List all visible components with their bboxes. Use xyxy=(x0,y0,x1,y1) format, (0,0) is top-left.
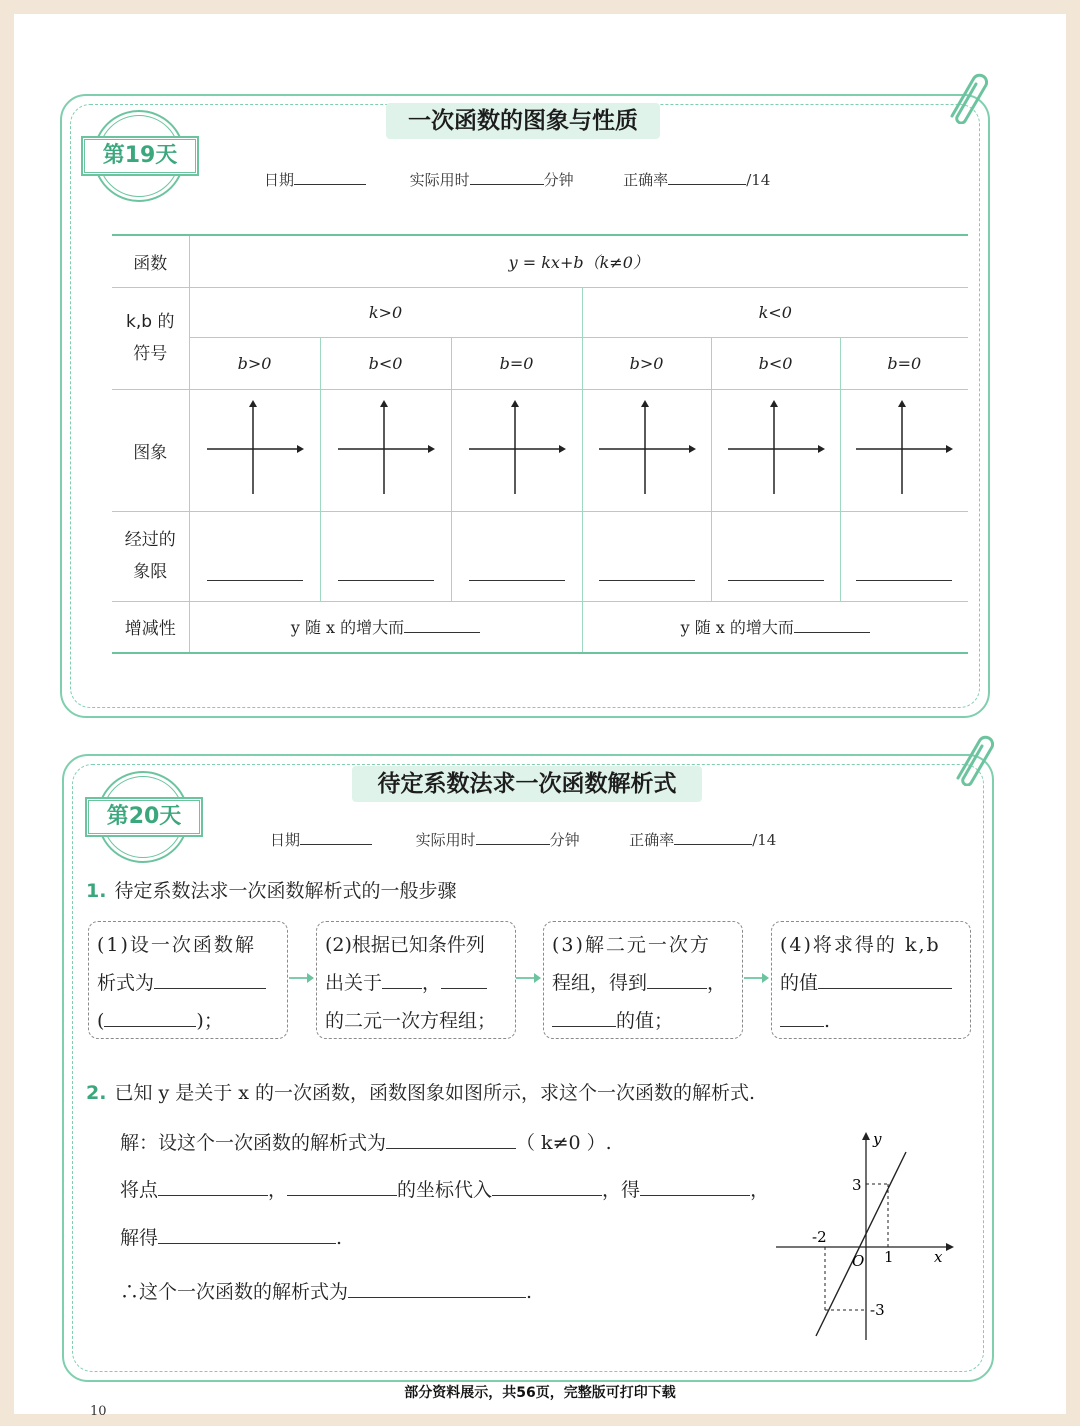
k-positive-header: k>0 xyxy=(189,287,582,337)
quadrant-answer[interactable] xyxy=(582,511,711,601)
b-case: b<0 xyxy=(320,337,451,389)
question-1: 1. 待定系数法求一次函数解析式的一般步骤 xyxy=(86,880,457,902)
row-label-graph: 图象 xyxy=(112,389,189,511)
axes-cell[interactable] xyxy=(189,389,320,511)
day19-meta: 日期 实际用时 分钟 正确率 /14 xyxy=(264,171,771,189)
quadrant-answer[interactable] xyxy=(711,511,840,601)
solution-blank[interactable] xyxy=(158,1243,336,1244)
b-case: b=0 xyxy=(451,337,582,389)
row-label-sign: k,b 的 符号 xyxy=(112,287,189,389)
day20-meta: 日期 实际用时 分钟 正确率 /14 xyxy=(270,831,777,849)
answer-line-3: 解得 . xyxy=(120,1227,343,1249)
axes-cell[interactable] xyxy=(711,389,840,511)
day19-title: 一次函数的图象与性质 xyxy=(386,103,660,139)
footer-note: 部分资料展示，共56页，完整版可打印下载 xyxy=(404,1385,676,1401)
step3-blank-2[interactable] xyxy=(552,1026,616,1027)
tick-neg2: -2 xyxy=(812,1228,827,1246)
arrow-icon xyxy=(516,971,542,985)
page-number: 10 xyxy=(90,1404,107,1419)
step-1-box: (1)设一次函数解 析式为 ( )； xyxy=(88,921,288,1039)
tick-neg3: -3 xyxy=(870,1301,885,1319)
step-4-box: (4)将求得的 k,b 的值 . xyxy=(771,921,971,1039)
tick-3: 3 xyxy=(852,1176,862,1194)
axes-cell[interactable] xyxy=(840,389,968,511)
step1-blank-2[interactable] xyxy=(104,1026,196,1027)
x-axis-label: x xyxy=(934,1248,943,1266)
coordinate-axes-icon xyxy=(467,398,567,498)
b-case: b=0 xyxy=(840,337,968,389)
monotonicity-k-negative[interactable]: y 随 x 的增大而 xyxy=(582,601,968,653)
arrow-icon xyxy=(744,971,770,985)
row-label-monotonicity: 增减性 xyxy=(112,601,189,653)
step4-blank[interactable] xyxy=(818,988,952,989)
paperclip-icon xyxy=(944,728,994,786)
point-blank-1[interactable] xyxy=(158,1195,268,1196)
function-properties-table xyxy=(112,234,968,654)
coordinate-axes-icon xyxy=(205,398,305,498)
b-case: b<0 xyxy=(711,337,840,389)
quadrant-answer[interactable] xyxy=(840,511,968,601)
b-case: b>0 xyxy=(189,337,320,389)
time-field[interactable] xyxy=(470,170,544,185)
answer-line-1: 解：设这个一次函数的解析式为 （ k≠0 ）. xyxy=(120,1132,612,1154)
row-label-function: 函数 xyxy=(112,235,189,287)
origin-label: O xyxy=(852,1252,865,1270)
quadrant-answer[interactable] xyxy=(451,511,582,601)
question-2: 2. 已知 y 是关于 x 的一次函数，函数图象如图所示，求这个一次函数的解析式. xyxy=(86,1082,756,1104)
coordinate-axes-icon xyxy=(854,398,954,498)
date-field[interactable] xyxy=(294,170,366,185)
quadrant-answer[interactable] xyxy=(320,511,451,601)
step1-blank[interactable] xyxy=(154,988,266,989)
step-3-box: (3)解二元一次方 程组，得到 ， 的值； xyxy=(543,921,743,1039)
step-2-box: (2)根据已知条件列 出关于 ， 的二元一次方程组； xyxy=(316,921,516,1039)
y-axis-label: y xyxy=(873,1130,882,1148)
day19-badge: 第19天 xyxy=(81,110,201,206)
linear-function-graph xyxy=(770,1126,960,1342)
k-negative-header: k<0 xyxy=(582,287,968,337)
substitute-blank[interactable] xyxy=(492,1195,602,1196)
equation-blank[interactable] xyxy=(640,1195,750,1196)
function-expression: y = kx+b（k≠0） xyxy=(189,235,968,287)
point-blank-2[interactable] xyxy=(287,1195,397,1196)
answer-line-4: ∴这个一次函数的解析式为 . xyxy=(120,1281,533,1303)
axes-cell[interactable] xyxy=(320,389,451,511)
paperclip-icon xyxy=(938,66,988,124)
tick-1: 1 xyxy=(884,1248,894,1266)
result-blank[interactable] xyxy=(348,1297,526,1298)
step2-blank-2[interactable] xyxy=(441,988,487,989)
accuracy-field[interactable] xyxy=(668,170,746,185)
monotonicity-k-positive[interactable]: y 随 x 的增大而 xyxy=(189,601,582,653)
answer-line-2: 将点 ， 的坐标代入 ，得 ， xyxy=(120,1179,770,1201)
step2-blank[interactable] xyxy=(382,988,422,989)
axes-cell[interactable] xyxy=(582,389,711,511)
expr-blank[interactable] xyxy=(386,1148,516,1149)
day20-badge: 第20天 xyxy=(85,771,205,867)
step4-blank-2[interactable] xyxy=(780,1026,824,1027)
step3-blank[interactable] xyxy=(647,988,707,989)
row-label-quadrant: 经过的 象限 xyxy=(112,511,189,601)
arrow-icon xyxy=(289,971,315,985)
b-case: b>0 xyxy=(582,337,711,389)
coordinate-axes-icon xyxy=(336,398,436,498)
accuracy-field[interactable] xyxy=(674,830,752,845)
time-field[interactable] xyxy=(476,830,550,845)
quadrant-answer[interactable] xyxy=(189,511,320,601)
coordinate-axes-icon xyxy=(726,398,826,498)
day20-title: 待定系数法求一次函数解析式 xyxy=(352,766,702,802)
coordinate-axes-icon xyxy=(597,398,697,498)
date-field[interactable] xyxy=(300,830,372,845)
axes-cell[interactable] xyxy=(451,389,582,511)
